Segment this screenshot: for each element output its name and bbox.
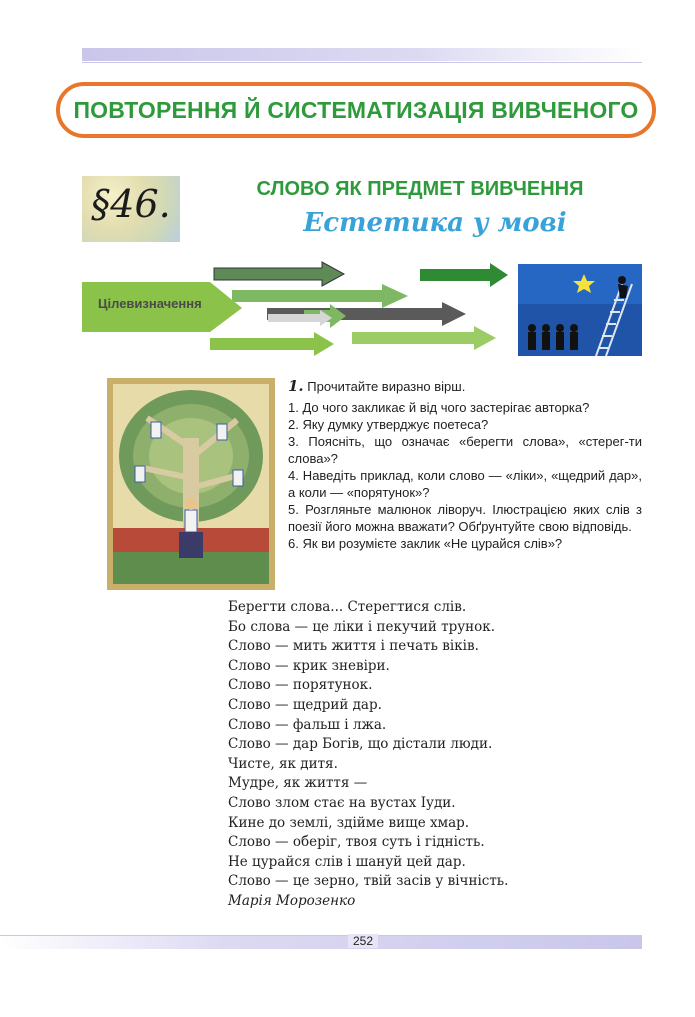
task-header (288, 378, 642, 395)
bottom-decorative-bar (0, 936, 642, 949)
poem-line: Чисте, як дитя. (228, 755, 338, 772)
lesson-title: СЛОВО ЯК ПРЕДМЕТ ВИВЧЕННЯ (256, 178, 584, 200)
task-question: 5. Розгляньте малюнок ліворуч. Ілюстрацією яких слів з поезії його можна вважати? Обґрунтуйте свою відповідь. (288, 502, 642, 534)
poem-line: Слово — це зерно, твій засів у вічність. (228, 873, 509, 890)
goal-illustration (518, 264, 642, 356)
poem-line: Бо слова — це ліки і пекучий трунок. (228, 618, 496, 635)
arrow-9 (210, 332, 334, 356)
task-number: 1. (288, 377, 304, 395)
arrow-3 (232, 284, 408, 308)
page-number: 252 (348, 934, 378, 948)
section-header (56, 82, 656, 138)
task-question: 4. Наведіть приклад, коли слово — «ліки», «щедрий дар», а коли — «порятунок»? (288, 468, 642, 500)
poem-line: Кине до землі, здійме вище хмар. (228, 814, 470, 831)
task-question: 1. До чого закликає й від чого застерігає авторка? (288, 400, 590, 415)
lesson-subtitle: Естетика у мові (303, 208, 567, 238)
poem-line: Мудре, як життя — (228, 775, 368, 792)
poem-line: Слово — порятунок. (228, 677, 373, 694)
arrow-8 (352, 326, 496, 350)
paragraph-badge (82, 176, 180, 242)
top-decorative-bar (82, 48, 642, 61)
top-divider (82, 62, 642, 63)
poem-line: Слово — щедрий дар. (228, 696, 382, 713)
arrow-1 (214, 262, 344, 286)
poem-line: Слово — крик зневіри. (228, 657, 390, 674)
poem (228, 598, 508, 912)
poem-line: Слово злом стає на вустах Іуди. (228, 794, 456, 811)
section-title: ПОВТОРЕННЯ Й СИСТЕМАТИЗАЦІЯ ВИВЧЕНОГО (73, 96, 639, 123)
poem-line: Слово — фальш і лжа. (228, 716, 387, 733)
poem-line: Берегти слова... Стерегтися слів. (228, 599, 467, 615)
task-question: 2. Яку думку утверджує поетеса? (288, 417, 489, 432)
task-question: 6. Як ви розумієте заклик «Не цурайся слів»? (288, 536, 563, 551)
poem-line: Слово — дар Богів, що дістали люди. (228, 736, 493, 753)
task-question: 3. Поясніть, що означає «берегти слова», «стерег-ти слова»? (288, 434, 642, 466)
goal-label: Цілевизначення (98, 296, 202, 311)
poem-line: Слово — оберіг, твоя суть і гідність. (228, 834, 485, 851)
poem-line: Слово — мить життя і печать віків. (228, 638, 479, 655)
paragraph-number: §46. (91, 182, 171, 226)
poem-line: Не цурайся слів і шануй цей дар. (228, 853, 466, 870)
task-block (288, 378, 642, 552)
arrow-2 (420, 263, 508, 287)
task-instruction: Прочитайте виразно вірш. (307, 379, 466, 394)
tree-of-people-painting (107, 378, 275, 590)
poem-author: Марія Морозенко (228, 892, 356, 909)
